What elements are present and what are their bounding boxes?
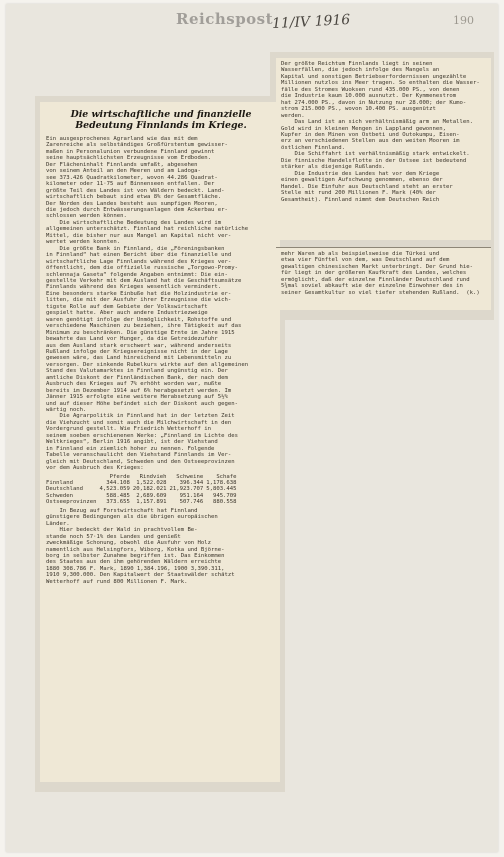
article-body-left-continued: [46, 508, 276, 585]
text-line: see 373.426 Quadratkilometer, wovon 44.286 Quadrat-: [46, 174, 218, 181]
livestock-table: [46, 474, 240, 506]
text-line: maßen in Personalunion verbundene Finnland gewinnt: [46, 148, 215, 155]
text-line: wertet werden konnten.: [46, 239, 121, 246]
text-line: Kapital und sonstigen Betriebserfordernissen ungezählte: [281, 73, 467, 80]
table-header-cell: Schafe: [216, 473, 237, 480]
text-line: Der größte Reichtum Finnlands liegt in seinen: [281, 61, 433, 67]
text-line: namentlich aus Helsingfors, Wiborg, Kotka und Björne-: [46, 546, 225, 553]
table-cell: 951.164: [179, 492, 204, 499]
text-line: erz an verschiedenen Stellen aus den weiten Mooren im: [281, 138, 460, 145]
table-cell: 344.108: [106, 480, 130, 487]
article-headline: [46, 109, 276, 131]
text-line: Wetterhoff auf rund 800 Millionen F. Mark.: [46, 578, 188, 585]
table-header-cell: Rindvieh: [139, 473, 167, 480]
text-line: Kupfer in den Minen von Ostbeti und Outokumpu, Eisen-: [281, 131, 460, 138]
table-row: [46, 499, 240, 505]
text-line: die Industrie kaum 10.000 ausnutzt. Der Kymmenestrom: [281, 93, 457, 100]
table-cell: 880.558: [212, 499, 237, 506]
text-line: stärker als diejenige Rußlands.: [281, 164, 386, 171]
text-line: Eine besonders starke Einbuße hat die Holzindustrie er-: [46, 290, 232, 297]
text-line: hat 274.000 PS., davon in Nutzung nur 28.000; der Kumo-: [281, 99, 467, 106]
table-cell: Schweden: [46, 492, 73, 499]
handwritten-date: 11/IV 1916: [271, 11, 351, 33]
text-line: bereits im Dezember 1914 auf 6% herabgesetzt werden. Im: [46, 387, 232, 394]
text-line: etwa vier Fünftel von dem, was Deutschland auf dem: [281, 257, 450, 264]
text-line: Der Norden des Landes besteht aus sumpfigen Mooren,: [46, 200, 218, 207]
text-line: Minimum zu beschränken. Die günstige Ernte im Jahre 1915: [46, 329, 235, 336]
text-line: stande noch 57·1% des Landes und genießt: [46, 533, 181, 540]
article-left-column: [40, 102, 280, 782]
text-line: die jedoch durch Entwässerungsanlagen dem Ackerbau er-: [46, 206, 228, 213]
text-line: aus dem Ausland stark erschwert war, während anderseits: [46, 342, 232, 349]
text-line: und auf dieser Höhe befindet sich der Diskont auch gegen-: [46, 400, 238, 407]
text-line: Die Schiffahrt ist verhältnismäßig stark entwickelt.: [281, 151, 470, 158]
text-line: Länder.: [46, 520, 70, 527]
text-line: Das Land ist an sich verhältnismäßig arm an Metallen.: [281, 119, 473, 126]
table-cell: 396.344: [179, 480, 204, 487]
text-line: amtliche Diskont der Finnländischen Bank, der nach dem: [46, 374, 228, 381]
text-line: Die finnische Handelsflotte in der Ostsee ist bedeutend: [281, 157, 467, 164]
text-line: verschiedene Maschinen zu beziehen, ihre Tätigkeit auf das: [46, 323, 242, 330]
text-line: werden.: [281, 112, 305, 119]
table-cell: 4,523.059: [99, 486, 130, 493]
table-cell: 2,689.609: [136, 492, 167, 499]
article-right-column-continued: [276, 247, 491, 310]
headline-line-2: Bedeutung Finnlands im Kriege.: [75, 120, 247, 131]
text-line: wirtschaftliche Lage Finnlands während des Krieges ver-: [46, 258, 232, 265]
table-row: [46, 486, 240, 492]
table-cell: Finnland: [46, 480, 73, 487]
text-line: allgemeinen unterschätzt. Finnland hat reichliche natürliche: [46, 226, 249, 233]
text-line: gespielt hatte. Aber auch andere Industriezweige: [46, 310, 208, 317]
text-line: des Staates aus den ihm gehörenden Wäldern erreichte: [46, 559, 222, 566]
table-cell: 21,923.707: [169, 486, 204, 493]
text-line: 5¾mal soviel abkauft wie der einzelne Einwohner des in: [281, 283, 463, 290]
text-line: fälle des Stromes Wuoksen rund 435.000 PS., von denen: [281, 86, 460, 93]
text-line: schlossen werden können.: [46, 213, 127, 220]
table-cell: 1,178.638: [206, 480, 237, 487]
headline-line-1: Die wirtschaftliche und finanzielle: [70, 109, 252, 120]
text-line: In Bezug auf Forstwirtschaft hat Finnland: [46, 507, 198, 514]
text-line: in Finnland ein ziemlich hoher zu nennen. Folgende: [46, 445, 215, 452]
text-line: Rußland infolge der Kriegsereignisse nicht in der Lage: [46, 348, 228, 355]
text-line: Die wirtschaftliche Bedeutung des Landes wird im: [46, 219, 222, 226]
text-line: ermöglicht, daß der einzelne Finnländer Deutschland rund: [281, 276, 470, 283]
table-cell: 373.655: [106, 499, 130, 506]
text-line: wärtig noch.: [46, 407, 87, 414]
text-line: vor dem Ausbruch des Krieges:: [46, 465, 144, 472]
table-cell: 1,522.028: [136, 480, 167, 487]
table-header-cell: Pferde: [109, 473, 130, 480]
text-line: versorgen. Der sinkende Rubelkurs wirkte auf den allgemeinen: [46, 361, 249, 368]
table-cell: 945.709: [212, 492, 237, 499]
text-line: Weltkrieges“, Berlin 1916 angibt, ist der Viehstand: [46, 439, 218, 446]
text-line: östlichen Finnland.: [281, 144, 345, 151]
table-body: [46, 480, 240, 506]
text-line: Tabelle veranschaulicht den Viehstand Finnlands im Ver-: [46, 452, 232, 459]
text-line: einen gewaltigen Aufschwung genommen, ebenso der: [281, 177, 443, 184]
text-line: gewesen wäre, das Land hinreichend mit Lebensmitteln zu: [46, 355, 232, 362]
text-line: Wasserfällen, die jedoch infolge des Mangels an: [281, 67, 440, 74]
text-line: Stelle mit rund 200 Millionen F. Mark (40% der: [281, 190, 436, 197]
text-line: Mittel, die bisher nur aus Mangel an Kapital nicht ver-: [46, 232, 232, 239]
text-line: zweckmäßige Schonung, obwohl die Ausfuhr von Holz: [46, 540, 212, 547]
text-line: von seinem Anteil an den Meeren und am Ladoga-: [46, 168, 201, 175]
text-line: größte Teil des Landes ist von Wäldern bedeckt. Land-: [46, 187, 225, 194]
text-line: Handel. Die Einfuhr aus Deutschland steht an erster: [281, 183, 453, 190]
text-line: 1880 308.786 F. Mark, 1890 1,384.196, 1900 3,390.311,: [46, 565, 225, 572]
text-line: Gesamtheit). Finnland nimmt dem Deutschen Reich: [281, 196, 440, 203]
text-line: tigste Rolle auf dem Gebiete der Volkswirtschaft: [46, 303, 208, 310]
text-line: Jänner 1915 erfolgte eine weitere Herabsetzung auf 5½%: [46, 394, 228, 401]
table-header-cell: Schweine: [176, 473, 204, 480]
text-line: gewaltigen chinesischen Markt unterbringt. Der Grund hie-: [281, 263, 473, 270]
table-cell: 5,803.445: [206, 486, 237, 493]
text-line: waren genötigt infolge der Unmöglichkeit, Rohstoffe und: [46, 316, 232, 323]
table-cell: 507.746: [179, 499, 204, 506]
newspaper-stamp: Reichspost: [176, 10, 274, 28]
text-line: Die Industrie des Landes hat vor dem Kriege: [281, 170, 440, 177]
article-body-right-continued: [281, 251, 488, 296]
text-line: borg in selbster Zunahme begriffen ist. Das Einkommen: [46, 553, 225, 559]
text-line: die Viehzucht und somit auch die Milchwirtschaft in den: [46, 419, 232, 426]
text-line: öffentlicht, dem die offizielle russische „Torgowo-Promy-: [46, 265, 238, 272]
text-line: günstigere Bedingungen als die übrigen europäischen: [46, 514, 218, 521]
text-line: schlennaja Gaseta“ folgende Angaben entnimmt: Die ein-: [46, 271, 228, 278]
archive-number: 190: [453, 14, 474, 27]
text-line: Ausbruch des Krieges auf 7% erhöht worden war, mußte: [46, 381, 222, 388]
text-line: seinem soeben erschienenen Werke: „Finnland im Lichte des: [46, 432, 238, 439]
text-line: bewahrte das Land vor Hunger, da die Getreidezufuhr: [46, 336, 218, 343]
text-line: gleich mit Deutschland, Schweden und den Ostseeprovinzen: [46, 458, 235, 465]
text-line: seine hauptsächlichsten Erzeugnisse vom Erdboden.: [46, 155, 212, 162]
text-line: Stand des Valutamarktes in Finnland ungünstig ein. Der: [46, 368, 228, 375]
table-cell: 20,182.021: [132, 486, 167, 493]
table-cell: 1,157.891: [136, 499, 167, 506]
text-line: strom 215.000 PS., wovon 10.400 PS. ausgenützt: [281, 106, 436, 113]
table-cell: Deutschland: [46, 486, 84, 493]
text-line: Vordergrund gestellt. Wie Friedrich Wetterhoff in: [46, 426, 212, 433]
text-line: Zarenreiche als selbständiges Großfürstentum gewisser-: [46, 142, 228, 149]
text-line: Hier bedeckt der Wald in prachtvollem Be-: [46, 527, 198, 534]
text-line: Millionen nutzlos ins Meer tragen. So enthalten die Wasser-: [281, 80, 480, 87]
text-line: für liegt in der größeren Kaufkraft des Landes, welches: [281, 270, 467, 277]
table-cell: Ostseeprovinzen: [46, 499, 97, 506]
text-line: Gold wird in kleinen Mengen in Lappland gewonnen,: [281, 125, 447, 132]
text-line: seiner Gesamtkultur so viel tiefer stehenden Rußland. (k.): [281, 289, 480, 296]
text-line: litten, die mit der Ausfuhr ihrer Erzeugnisse die wich-: [46, 297, 232, 304]
text-line: Finnlands während des Krieges wesentlich vermindert.: [46, 284, 222, 291]
text-line: mehr Waren ab als beispielsweise die Türkei und: [281, 251, 440, 257]
text-line: in Finnland“ hat einen Bericht über die finanzielle und: [46, 252, 232, 259]
text-line: Der Flächeninhalt Finnlands umfaßt, abgesehen: [46, 161, 198, 168]
text-line: Die Agrarpolitik in Finnland hat in der letzten Zeit: [46, 413, 235, 420]
table-cell: 588.485: [106, 492, 130, 499]
article-body-left: [46, 136, 276, 472]
text-line: wirtschaftlich bebaut sind etwa 8% der Gesamtfläche.: [46, 194, 222, 201]
text-line: kilometer oder 11·75 auf Binnenseen entfallen. Der: [46, 181, 215, 188]
text-line: gestellte Verkehr mit dem Ausland hat die Geschäftsumsätze: [46, 277, 242, 284]
text-line: 1910 9,300.000. Den Kapitalwert der Staatswälder schätzt: [46, 572, 235, 579]
article-body-right-top: [281, 61, 488, 203]
article-right-column-top: [276, 58, 491, 240]
text-line: Die größte Bank in Finnland, die „Föreningsbanken: [46, 245, 225, 252]
text-line: Ein ausgesprochenes Agrarland wie das mit dem: [46, 136, 198, 142]
